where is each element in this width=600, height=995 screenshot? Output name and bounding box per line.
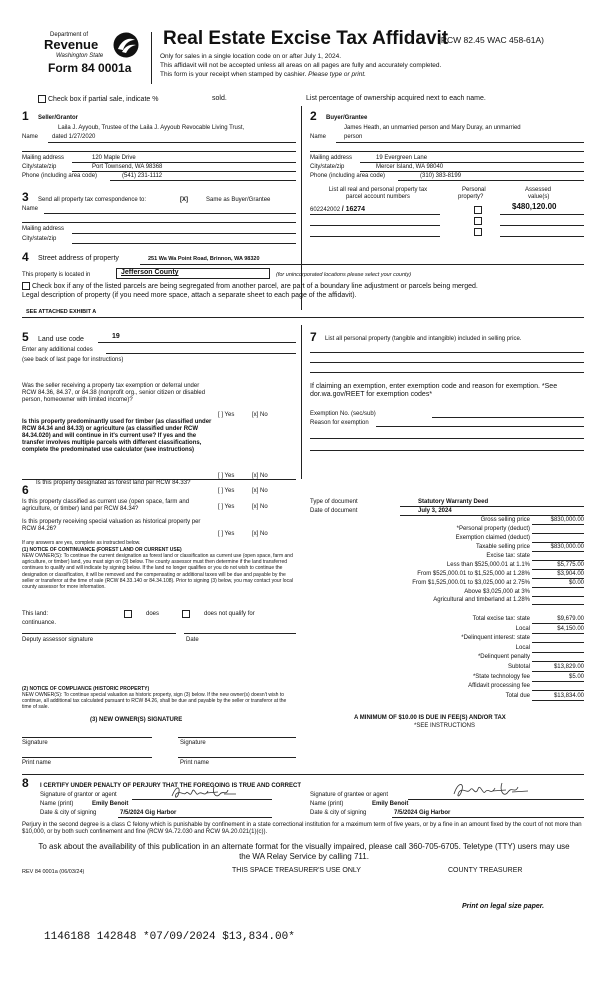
q5-yes[interactable]: [ ] Yes xyxy=(218,531,235,537)
seller-city-label: City/state/zip xyxy=(22,164,57,170)
tax-row-label: Affidavit processing fee xyxy=(468,683,530,690)
q3-no[interactable]: [x] No xyxy=(252,488,268,494)
grantor-name-value[interactable]: Emily Benoit xyxy=(92,801,129,807)
header-note-3: This form is your receipt when stamped by cashier. Please type or print. xyxy=(160,71,366,78)
header-note-2: This affidavit will not be accepted unless all areas on all pages are fully and accurately completed. xyxy=(160,62,442,69)
tax-row-label: *Personal property (deduct) xyxy=(456,526,530,532)
tax-row-label: Less than $525,000.01 at 1.1% xyxy=(446,562,530,568)
q3-yes[interactable]: [ ] Yes xyxy=(218,488,235,494)
tax-row-label: Total due xyxy=(505,692,530,699)
this-land-label: This land: xyxy=(22,611,49,617)
street-label: Street address of property xyxy=(38,255,119,262)
tax-row-value[interactable]: $9,679.00 xyxy=(557,616,584,622)
does-checkbox[interactable] xyxy=(124,610,132,618)
new-owner-signature-title: (3) NEW OWNER(S) SIGNATURE xyxy=(90,717,183,723)
landuse-value[interactable]: 19 xyxy=(112,333,120,340)
parcel-personal-header-1: Personal xyxy=(462,187,486,193)
buyer-city-value[interactable]: Mercer Island, WA 98040 xyxy=(376,164,444,170)
seller-name-label: Name xyxy=(22,134,39,140)
buyer-heading: Buyer/Grantee xyxy=(326,115,368,121)
legal-label: Legal description of property (if you need more space, attach a separate sheet to each page of the affidavit). xyxy=(22,292,357,299)
correspondence-label: Send all property tax correspondence to: xyxy=(38,197,147,203)
personal-property-checkbox-2[interactable] xyxy=(474,217,482,225)
segregated-row: Check box if any of the listed parcels are being segregated from another parcel, are part of a boundary line adjustment or parcels being merged. xyxy=(22,282,478,291)
parcel-assessed-value[interactable]: $480,120.00 xyxy=(512,202,557,211)
personal-property-checkbox-3[interactable] xyxy=(474,228,482,236)
tax-row-value[interactable]: $3,904.00 xyxy=(557,571,584,577)
minimum-fee-note: A MINIMUM OF $10.00 IS DUE IN FEE(S) AND/OR TAX xyxy=(354,715,506,721)
section-8-number: 8 xyxy=(22,776,29,790)
does-label: does xyxy=(146,611,160,617)
doc-type-value[interactable]: Statutory Warranty Deed xyxy=(418,499,489,505)
exemption-intro: If claiming an exemption, enter exemption code and reason for exemption. *See dor.wa.gov/REET for exemption codes* xyxy=(310,383,558,398)
buyer-mail-value[interactable]: 19 Evergreen Lane xyxy=(376,155,428,161)
deputy-signature-label: Deputy assessor signature xyxy=(22,637,94,643)
seller-city-value[interactable]: Port Townsend, WA 98368 xyxy=(92,164,163,170)
parcel-header-1: List all real and personal property tax xyxy=(328,187,428,193)
parcel-assessed-header-1: Assessed xyxy=(525,187,552,193)
ag-timber-label: Agricultural and timberland at 1.28% xyxy=(433,597,530,603)
seller-name-value-2[interactable]: dated 1/27/2020 xyxy=(52,134,96,140)
see-instructions-note: *SEE INSTRUCTIONS xyxy=(414,723,476,729)
header-note-1: Only for sales in a single location code on or after July 1, 2024. xyxy=(160,53,342,60)
tax-row-label: Local xyxy=(515,644,530,651)
section-6-number: 6 xyxy=(22,483,29,497)
new-owner-signature-label-2: Signature xyxy=(180,740,206,746)
form-statute: (RCW 82.45 WAC 458-61A) xyxy=(438,35,544,45)
column-divider-mid xyxy=(301,325,302,479)
personal-property-label: List all personal property (tangible and intangible) included in selling price. xyxy=(325,336,522,342)
tax-row-label: Exemption claimed (deduct) xyxy=(455,535,530,541)
partial-sold: sold. xyxy=(212,95,227,102)
legal-value[interactable]: SEE ATTACHED EXHIBIT A xyxy=(26,309,97,315)
tax-row-label: Excise tax: state xyxy=(486,553,530,559)
seller-mail-value[interactable]: 120 Maple Drive xyxy=(92,155,136,161)
form-title: Real Estate Excise Tax Affidavit xyxy=(163,28,449,49)
landuse-label: Land use code xyxy=(38,336,84,343)
seller-phone-label: Phone (including area code) xyxy=(22,173,98,179)
grantee-date-value[interactable]: 7/5/2024 Gig Harbor xyxy=(394,810,451,816)
ownership-instruction: List percentage of ownership acquired next to each name. xyxy=(306,95,486,102)
parcel-number[interactable]: 602242002 / 16274 xyxy=(310,206,366,213)
notice-2-body: NEW OWNER(S): To continue special valuation as historic property, sign (3) below. If the new owner(s) doesn't wish to continue, all additional tax calculated pursuant to RCW 84.26, shall be due and payable by the seller or transferor at the time of sale. xyxy=(22,692,287,711)
new-owner-print-label-2: Print name xyxy=(180,760,210,766)
tax-row-label: *State technology fee xyxy=(472,673,530,680)
continuance-label: continuance. xyxy=(22,620,57,626)
notice-2-title: (2) NOTICE OF COMPLIANCE (HISTORIC PROPERTY) xyxy=(22,686,150,692)
section-5-number: 5 xyxy=(22,330,29,344)
grantor-date-value[interactable]: 7/5/2024 Gig Harbor xyxy=(120,810,177,816)
revision-label: REV 84 0001a (06/03/24) xyxy=(22,869,85,875)
grantor-date-label: Date & city of signing xyxy=(40,810,97,816)
landuse-additional: Enter any additional codes xyxy=(22,347,93,353)
if-yes-note: If any answers are yes, complete as instructed below. xyxy=(22,540,141,546)
dept-line1: Department of xyxy=(50,32,89,38)
certify-statement: I CERTIFY UNDER PENALTY OF PERJURY THAT THE FOREGOING IS TRUE AND CORRECT xyxy=(40,783,302,789)
correspondence-mail-label: Mailing address xyxy=(22,226,65,232)
new-owner-print-label: Print name xyxy=(22,760,52,766)
tax-row-label: Gross selling price xyxy=(480,517,530,523)
legal-paper-note: Print on legal size paper. xyxy=(462,903,545,910)
correspondence-same: Same as Buyer/Grantee xyxy=(206,197,271,203)
tax-row-label: Total excise tax: state xyxy=(472,616,530,622)
parcel-personal-header-2: property? xyxy=(458,194,484,200)
notice-1-title: (1) NOTICE OF CONTINUANCE (FOREST LAND OR CURRENT USE) xyxy=(22,547,182,553)
landuse-see-back: (see back of last page for instructions) xyxy=(22,357,124,363)
q2-yes[interactable]: [ ] Yes xyxy=(218,473,235,479)
exemption-no-label: Exemption No. (sec/sub) xyxy=(310,411,376,417)
tax-row-label: Taxable selling price xyxy=(475,544,530,550)
question-exemption: Was the seller receiving a property tax exemption or deferral under RCW 84.36, 84.37, or 84.38 (nonprofit org., senior citizen or disabled person, homeowner with limited income)? xyxy=(22,383,206,403)
partial-sale-checkbox[interactable] xyxy=(38,95,46,103)
does-not-label: does not qualify for xyxy=(204,611,255,617)
q4-no[interactable]: [x] No xyxy=(252,504,268,510)
new-owner-signature-label: Signature xyxy=(22,740,48,746)
question-current-use: Is this property classified as current use (open space, farm and agriculture, or timber) land per RCW 84.34? xyxy=(22,499,190,512)
seller-phone-value[interactable]: (541) 231-1112 xyxy=(122,173,163,179)
doc-date-value[interactable]: July 3, 2024 xyxy=(418,508,452,514)
tax-row-value[interactable]: $830,000.00 xyxy=(550,544,584,550)
tax-row-value[interactable]: $830,000.00 xyxy=(550,517,584,523)
buyer-name-label: Name xyxy=(310,134,327,140)
section-7-number: 7 xyxy=(310,330,317,344)
tax-row-value[interactable]: $5.00 xyxy=(568,673,584,680)
tax-row-label: Above $3,025,000 at 3% xyxy=(464,589,530,595)
tax-row-label: Subtotal xyxy=(507,664,530,670)
does-not-checkbox[interactable] xyxy=(182,610,190,618)
section-3-number: 3 xyxy=(22,190,29,204)
doc-type-label: Type of document xyxy=(310,499,358,505)
personal-property-checkbox-1[interactable] xyxy=(474,206,482,214)
buyer-phone-value[interactable]: (310) 383-8199 xyxy=(420,173,462,179)
column-divider-top xyxy=(301,106,302,310)
dept-line2: Revenue xyxy=(44,37,99,52)
tax-row-value[interactable]: $4,150.00 xyxy=(557,625,584,632)
deputy-date-label: Date xyxy=(186,637,199,643)
grantee-name-label: Name (print) xyxy=(310,801,344,807)
partial-sale: Check box if partial sale, indicate % xyxy=(38,95,158,104)
seller-heading: Seller/Grantor xyxy=(38,115,79,121)
county-note: (for unincorporated locations please select your county) xyxy=(276,272,412,278)
seller-mail-label: Mailing address xyxy=(22,155,65,161)
tax-row-label: *Delinquent penalty xyxy=(477,654,530,661)
grantee-signature-label: Signature of grantee or agent xyxy=(310,792,389,798)
grantee-signature-image xyxy=(452,780,532,802)
question-timber: Is this property predominantly used for timber (as classified under RCW 84.34 and 84.33) or agriculture (as classified under RCW 84.34.020) and will continue in it's current use? If yes and the transfer involves multiple parcels with different classifications, complete the predominated use calculator (see instructions) xyxy=(22,419,212,453)
parcel-header-2: parcel account numbers xyxy=(345,194,411,200)
exemption-reason-label: Reason for exemption xyxy=(310,420,369,426)
correspondence-city-label: City/state/zip xyxy=(22,236,57,242)
grantor-signature-label: Signature of grantor or agent xyxy=(40,792,117,798)
grantee-name-value[interactable]: Emily Benoit xyxy=(372,801,409,807)
buyer-city-label: City/state/zip xyxy=(310,164,345,170)
section-4-number: 4 xyxy=(22,250,29,264)
tax-row-label: *Delinquent interest: state xyxy=(461,635,530,642)
tax-row-label: From $1,525,000.01 to $3,025,000 at 2.75% xyxy=(412,580,530,586)
treasurer-use-only: THIS SPACE TREASURER'S USE ONLY xyxy=(232,867,361,874)
grantee-date-label: Date & city of signing xyxy=(310,810,367,816)
section-1-number: 1 xyxy=(22,109,29,123)
buyer-mail-label: Mailing address xyxy=(310,155,353,161)
q2-no[interactable]: [x] No xyxy=(252,473,268,479)
correspondence-name-label: Name xyxy=(22,206,39,212)
treasurer-receipt-stamp: 1146188 142848 *07/09/2024 $13,834.00* xyxy=(44,931,295,943)
county-select[interactable]: Jefferson County xyxy=(116,268,270,279)
tax-row-value[interactable]: $5,775.00 xyxy=(557,562,584,568)
q5-no[interactable]: [x] No xyxy=(252,531,268,537)
alternate-format-notice: To ask about the availability of this publication in an alternate format for the visually impaired, please call 360-705-6705. Teletype (TTY) users may use the WA Relay Service by calling 711. xyxy=(38,842,570,861)
street-value[interactable]: 251 Wa Wa Point Road, Brinnon, WA 98320 xyxy=(148,256,260,262)
header-divider xyxy=(151,32,152,84)
grantor-signature-image xyxy=(170,784,240,802)
tax-row-label: Local xyxy=(515,625,530,632)
section-2-number: 2 xyxy=(310,109,317,123)
tax-row-value[interactable]: $13,829.00 xyxy=(553,664,584,670)
question-historic: Is this property receiving special valuation as historical property per RCW 84.26? xyxy=(22,519,201,532)
segregated-checkbox[interactable] xyxy=(22,282,30,290)
doc-date-label: Date of document xyxy=(310,508,358,514)
tax-row-value[interactable]: $13,834.00 xyxy=(553,692,584,699)
q1-yes[interactable]: [ ] Yes xyxy=(218,412,235,418)
parcel-assessed-header-2: value(s) xyxy=(528,194,550,200)
notice-1-body: NEW OWNER(S): To continue the current designation as forest land or classification as current use (open space, farm and agriculture, or timber) land, you must sign on (3) below. The county assessor must then determine if the land transferred continues to qualify and will indicate by signing below. If the land no longer qualifies or you do not wish to continue the designation or classification, it will be removed and the compensating or additional taxes will be due and payable by the seller or transferor at the time of sale (RCW 84.33.140 or 84.34.108). Prior to signing (3) below, you may contact your local county assessor for more information. xyxy=(22,553,293,591)
dor-logo-icon xyxy=(112,31,140,59)
perjury-notice: Perjury in the second degree is a class C felony which is punishable by confinement in a state correctional institution for a maximum term of five years, or by a fine in an amount fixed by the court of not more than $10,000, or by both such confinement and fine (RCW 9A.72.030 and RCW 9A.20.021(1)(c)). xyxy=(22,822,582,835)
tax-row-label: From $525,000.01 to $1,525,000 at 1.28% xyxy=(417,571,530,577)
seller-name-value: Laila J. Ayyoub, Trustee of the Laila J. Ayyoub Revocable Living Trust, xyxy=(58,125,245,131)
grantor-name-label: Name (print) xyxy=(40,801,74,807)
form-id: Form 84 0001a xyxy=(48,61,132,75)
q4-yes[interactable]: [ ] Yes xyxy=(218,504,235,510)
located-label: This property is located in xyxy=(22,272,91,278)
question-forest: Is this property designated as forest land per RCW 84.33? xyxy=(36,480,191,486)
q1-no[interactable]: [x] No xyxy=(252,412,268,418)
buyer-name-value: James Heath, an unmarried person and Mary Duray, an unmarried xyxy=(344,125,521,131)
buyer-phone-label: Phone (including area code) xyxy=(310,173,386,179)
dept-line3: Washington State xyxy=(56,53,104,59)
county-treasurer: COUNTY TREASURER xyxy=(448,867,523,874)
correspondence-checkbox[interactable]: [X] xyxy=(180,197,188,203)
tax-row-value[interactable]: $0.00 xyxy=(568,580,584,586)
buyer-name-value-2[interactable]: person xyxy=(344,134,363,140)
